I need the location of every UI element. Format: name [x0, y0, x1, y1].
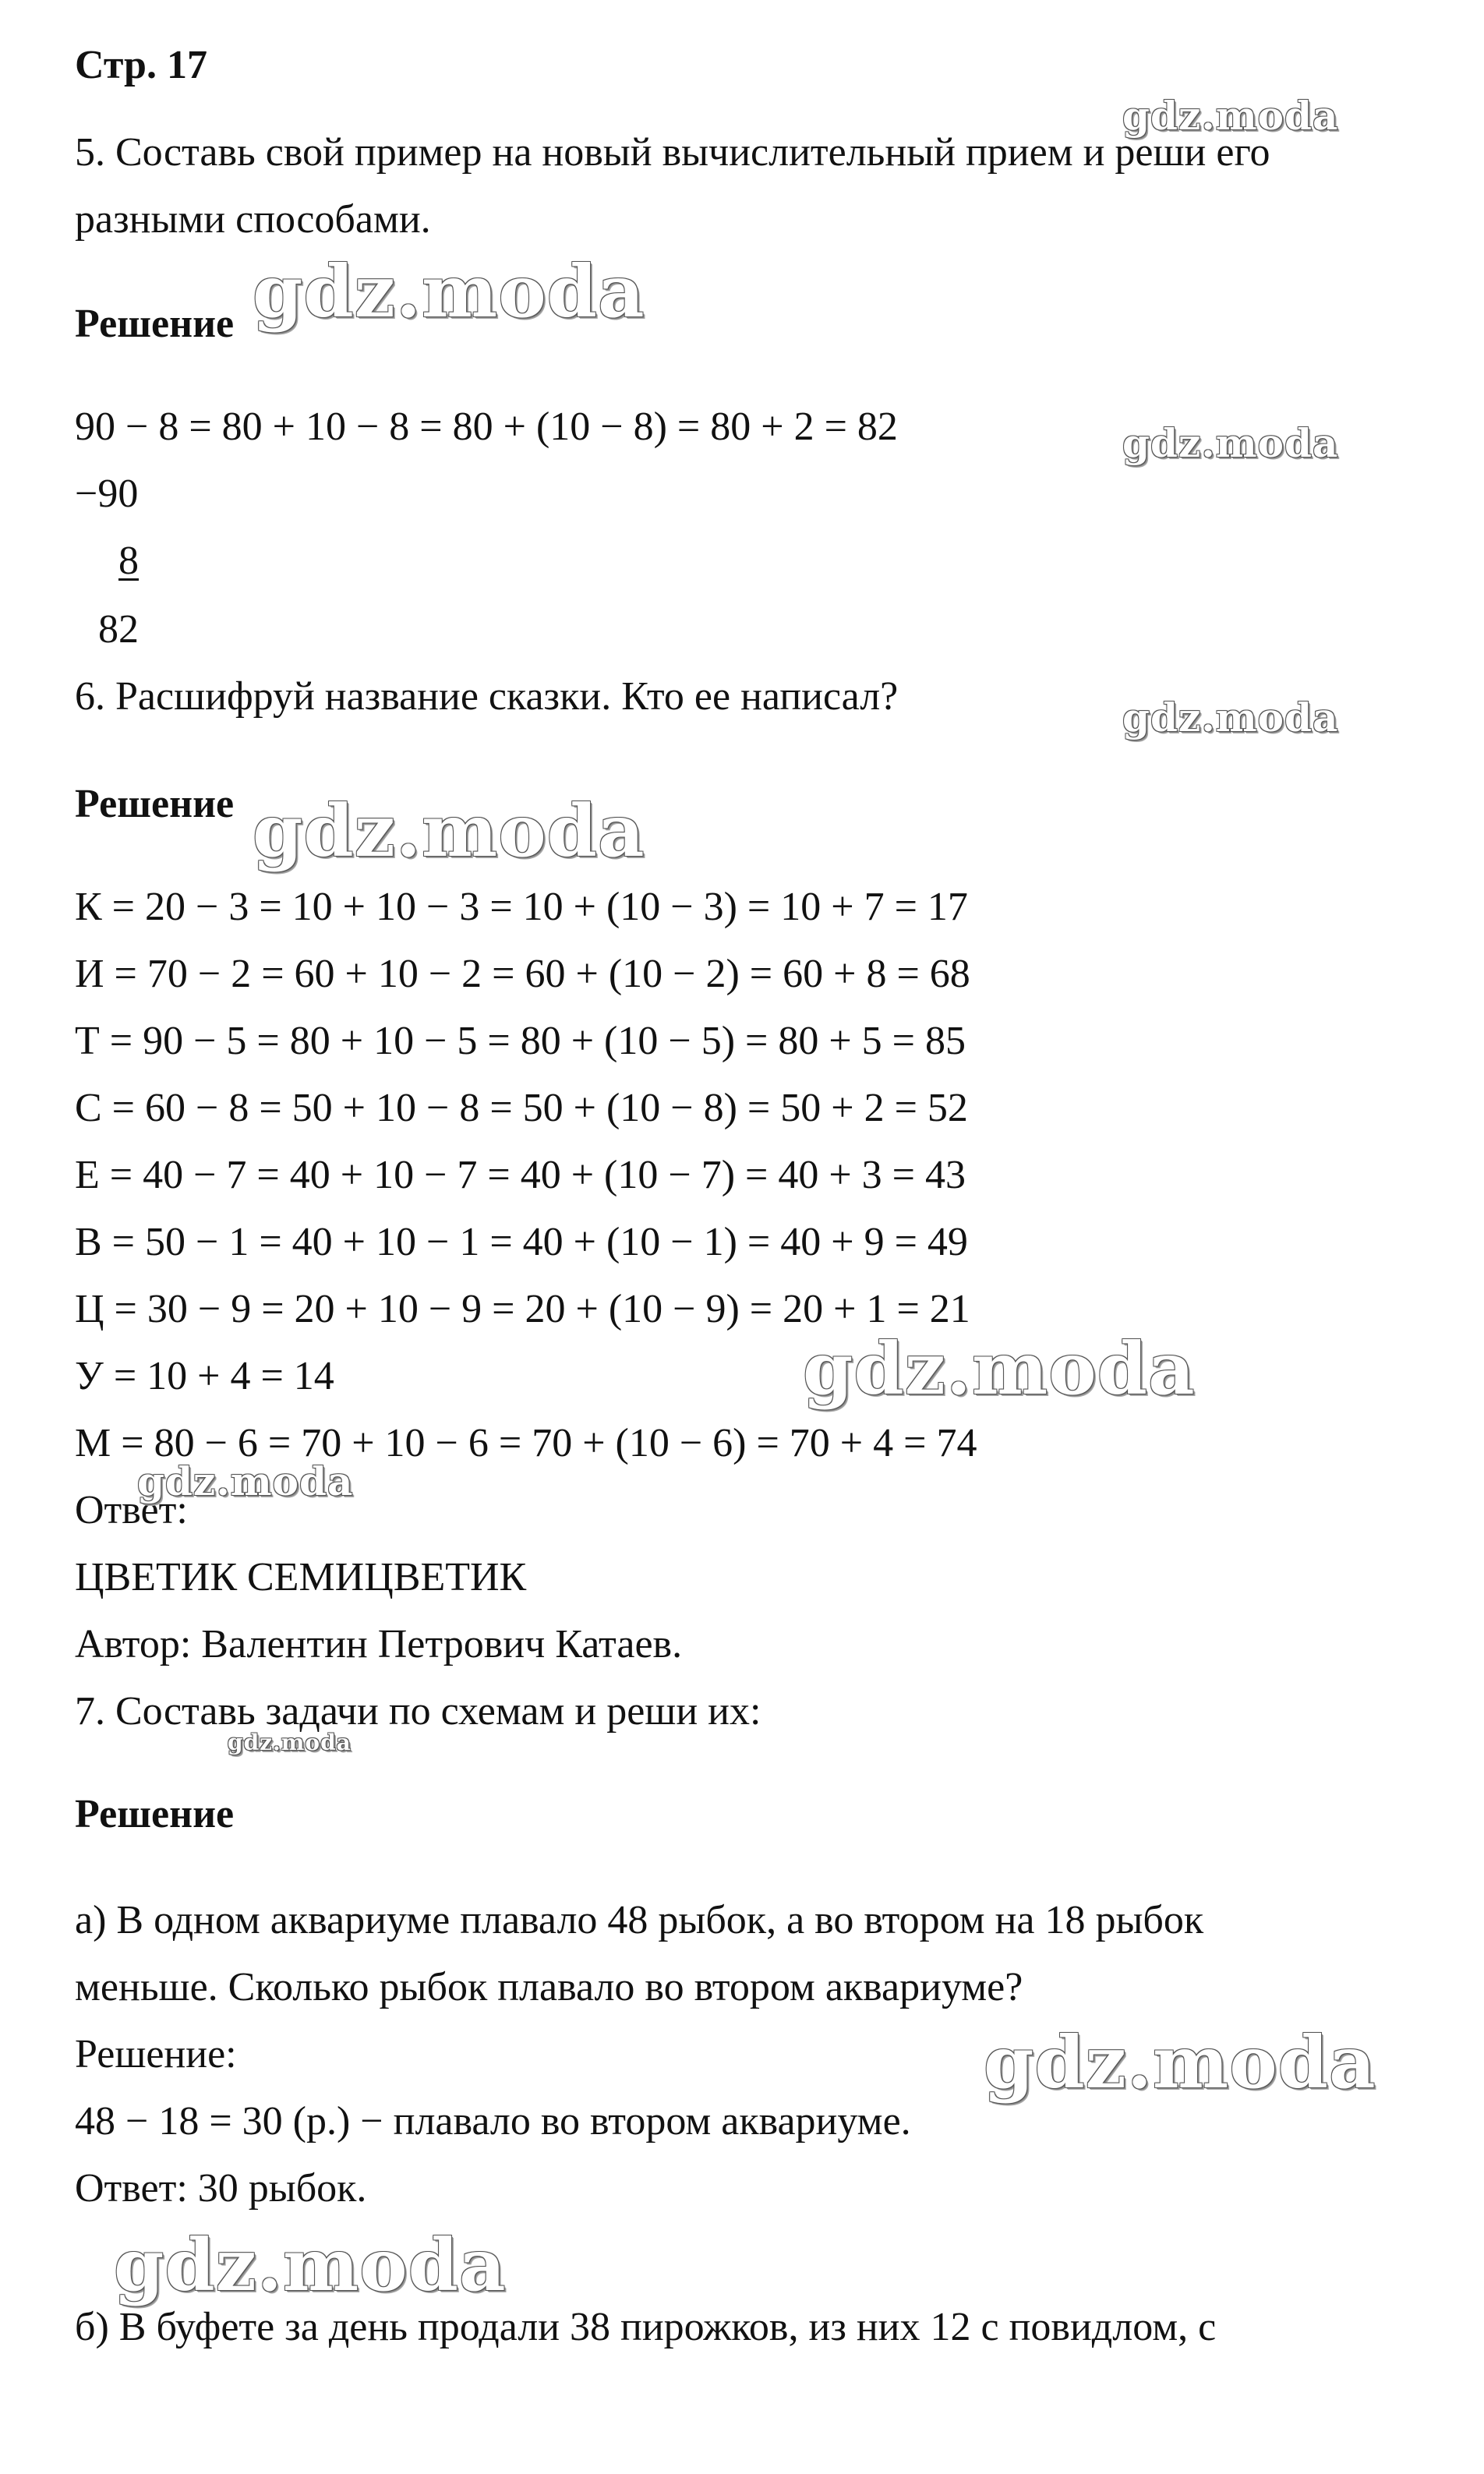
task7-part-a-line2: меньше. Сколько рыбок плавало во втором аквариуме?: [75, 1965, 1023, 2009]
task6-answer-value: ЦВЕТИК СЕМИЦВЕТИК: [75, 1555, 527, 1599]
task5-column-difference: 82: [98, 607, 139, 652]
task6-line-v: В = 50 − 1 = 40 + 10 − 1 = 40 + (10 − 1) = 40 + 9 = 49: [75, 1220, 968, 1264]
task5-equation: 90 − 8 = 80 + 10 − 8 = 80 + (10 − 8) = 80 + 2 = 82: [75, 405, 898, 449]
watermark: gdz.moda: [114, 2223, 507, 2307]
watermark: gdz.moda: [1122, 93, 1339, 139]
task6-line-t: Т = 90 − 5 = 80 + 10 − 5 = 80 + (10 − 5) = 80 + 5 = 85: [75, 1019, 966, 1063]
task5-question-line2: разными способами.: [75, 197, 431, 242]
watermark: gdz.moda: [984, 2020, 1376, 2105]
task6-answer-label: Ответ:: [75, 1488, 188, 1532]
task6-solution-heading: Решение: [75, 782, 235, 826]
task7-part-a-solution-label: Решение:: [75, 2032, 237, 2076]
watermark: gdz.moda: [1122, 420, 1339, 466]
task7-part-a-calc: 48 − 18 = 30 (р.) − плавало во втором аквариуме.: [75, 2099, 911, 2144]
task6-line-s: С = 60 − 8 = 50 + 10 − 8 = 50 + (10 − 8) = 50 + 2 = 52: [75, 1086, 968, 1130]
task6-line-e: Е = 40 − 7 = 40 + 10 − 7 = 40 + (10 − 7) = 40 + 3 = 43: [75, 1153, 966, 1197]
task7-part-a-line1: а) В одном аквариуме плавало 48 рыбок, а во втором на 18 рыбок: [75, 1898, 1204, 1942]
watermark: gdz.moda: [228, 1730, 352, 1755]
watermark: gdz.moda: [253, 789, 645, 873]
task6-author: Автор: Валентин Петрович Катаев.: [75, 1622, 683, 1666]
task7-part-a-answer: Ответ: 30 рыбок.: [75, 2166, 367, 2211]
task5-solution-heading: Решение: [75, 302, 235, 346]
task7-part-b-line1: б) В буфете за день продали 38 пирожков, из них 12 с повидлом, с: [75, 2305, 1217, 2349]
task5-question-line1: 5. Составь свой пример на новый вычислительный прием и реши его: [75, 130, 1270, 175]
task6-line-u: У = 10 + 4 = 14: [75, 1354, 334, 1398]
task6-line-ts: Ц = 30 − 9 = 20 + 10 − 9 = 20 + (10 − 9) = 20 + 1 = 21: [75, 1287, 970, 1331]
task5-column-subtrahend: 8: [118, 539, 139, 583]
watermark: gdz.moda: [137, 1458, 354, 1504]
task6-line-k: К = 20 − 3 = 10 + 10 − 3 = 10 + (10 − 3) = 10 + 7 = 17: [75, 885, 968, 929]
task6-line-m: М = 80 − 6 = 70 + 10 − 6 = 70 + (10 − 6) = 70 + 4 = 74: [75, 1421, 977, 1465]
watermark: gdz.moda: [253, 249, 645, 334]
task7-solution-heading: Решение: [75, 1792, 235, 1836]
task5-column-minuend: −90: [75, 472, 139, 516]
watermark: gdz.moda: [803, 1327, 1196, 1411]
task6-question: 6. Расшифруй название сказки. Кто ее написал?: [75, 674, 899, 719]
task7-question: 7. Составь задачи по схемам и реши их:: [75, 1689, 761, 1734]
watermark: gdz.moda: [1122, 694, 1339, 740]
task6-line-i: И = 70 − 2 = 60 + 10 − 2 = 60 + (10 − 2) = 60 + 8 = 68: [75, 952, 970, 996]
page-label: Стр. 17: [75, 43, 207, 87]
